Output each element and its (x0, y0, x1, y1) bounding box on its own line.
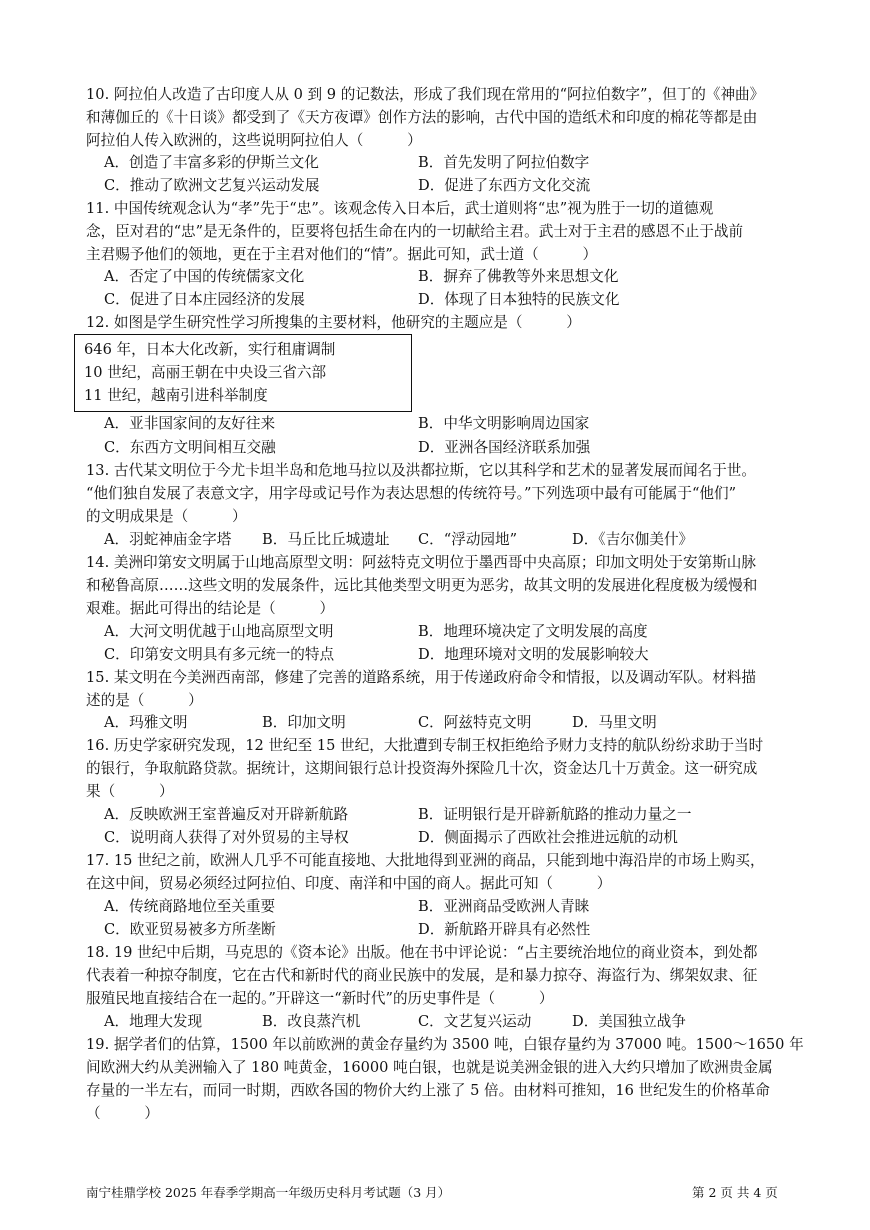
q13-option-d[interactable]: D．《吉尔伽美什》 (572, 531, 694, 548)
q16-option-d[interactable]: D．侧面揭示了西欧社会推进远航的动机 (418, 829, 678, 846)
q18-stem-line-1: 18. 19 世纪中后期，马克思的《资本论》出版。他在书中评论说：“占主要统治地位的商业资本，到处都 (86, 944, 758, 961)
q18-option-d[interactable]: D．美国独立战争 (572, 1013, 686, 1030)
q10-stem-line-3: 阿拉伯人传入欧洲的，这些说明阿拉伯人（ ） (86, 132, 422, 149)
q13-option-b[interactable]: B．马丘比丘城遗址 (262, 531, 390, 548)
q12-material-box (74, 334, 412, 412)
q17-stem-line-1: 17. 15 世纪之前，欧洲人几乎不可能直接地、大批地得到亚洲的商品，只能到地中海沿岸的市场上购买， (86, 852, 765, 869)
q12-material-line-3: 11 世纪，越南引进科举制度 (84, 387, 268, 404)
q18-option-b[interactable]: B．改良蒸汽机 (262, 1013, 361, 1030)
q16-option-c[interactable]: C．说明商人获得了对外贸易的主导权 (104, 829, 349, 846)
q11-option-a[interactable]: A．否定了中国的传统儒家文化 (104, 268, 305, 285)
q12-material-line-1: 646 年，日本大化改新，实行租庸调制 (84, 341, 336, 358)
q12-option-b[interactable]: B．中华文明影响周边国家 (418, 415, 590, 432)
q18-option-c[interactable]: C．文艺复兴运动 (418, 1013, 532, 1030)
q10-stem-line-1: 10. 阿拉伯人改造了古印度人从 0 到 9 的记数法，形成了我们现在常用的“阿拉伯数字”，但丁的《神曲》 (86, 86, 765, 103)
q19-stem-line-2: 间欧洲大约从美洲输入了 180 吨黄金，16000 吨白银，也就是说美洲金银的进入大约只增加了欧洲贵金属 (86, 1059, 773, 1076)
q15-option-b[interactable]: B．印加文明 (262, 714, 346, 731)
q15-option-c[interactable]: C．阿兹特克文明 (418, 714, 532, 731)
q15-option-a[interactable]: A．玛雅文明 (104, 714, 188, 731)
q11-option-b[interactable]: B．摒弃了佛教等外来思想文化 (418, 268, 619, 285)
q12-option-d[interactable]: D．亚洲各国经济联系加强 (418, 439, 591, 456)
q15-stem-line-1: 15. 某文明在今美洲西南部，修建了完善的道路系统，用于传递政府命令和情报，以及调动军队。材料描 (86, 669, 756, 686)
q10-stem-line-2: 和薄伽丘的《十日谈》都受到了《天方夜谭》创作方法的影响，古代中国的造纸术和印度的棉花等都是由 (86, 109, 758, 126)
q11-stem-line-3: 主君赐予他们的领地，更在于主君对他们的“情”。据此可知，武士道（ ） (86, 246, 598, 263)
q10-option-a[interactable]: A．创造了丰富多彩的伊斯兰文化 (104, 154, 319, 171)
q18-stem-line-2: 代表着一种掠夺制度，它在古代和新时代的商业民族中的发展，是和暴力掠夺、海盗行为、绑架奴隶、征 (86, 967, 758, 984)
q10-option-c[interactable]: C．推动了欧洲文艺复兴运动发展 (104, 177, 320, 194)
q16-stem-line-1: 16. 历史学家研究发现，12 世纪至 15 世纪，大批遭到专制王权拒绝给予财力支持的航队纷纷求助于当时 (86, 737, 764, 754)
q19-stem-line-1: 19. 据学者们的估算，1500 年以前欧洲的黄金存量约为 3500 吨，白银存量约为 37000 吨。1500～1650 年 (86, 1036, 804, 1053)
q12-stem-line-1: 12. 如图是学生研究性学习所搜集的主要材料，他研究的主题应是（ ） (86, 314, 581, 331)
q10-option-b[interactable]: B．首先发明了阿拉伯数字 (418, 154, 590, 171)
q17-option-c[interactable]: C．欧亚贸易被多方所垄断 (104, 921, 276, 938)
footer-exam-title: 南宁桂鼎学校 2025 年春季学期高一年级历史科月考试题（3 月） (86, 1185, 451, 1200)
q17-option-a[interactable]: A．传统商路地位至关重要 (104, 898, 276, 915)
q15-option-d[interactable]: D．马里文明 (572, 714, 657, 731)
q14-stem-line-2: 和秘鲁高原……这些文明的发展条件，远比其他类型文明更为恶劣，故其文明的发展进化程度极为缓慢和 (86, 577, 758, 594)
q11-option-c[interactable]: C．促进了日本庄园经济的发展 (104, 291, 305, 308)
q12-material-line-2: 10 世纪，高丽王朝在中央设三省六部 (84, 364, 327, 381)
footer-page-number: 第 2 页 共 4 页 (692, 1185, 778, 1200)
q11-stem-line-1: 11. 中国传统观念认为“孝”先于“忠”。该观念传入日本后，武士道则将“忠”视为胜于一切的道德观 (86, 200, 714, 217)
q18-option-a[interactable]: A．地理大发现 (104, 1013, 203, 1030)
q16-option-b[interactable]: B．证明银行是开辟新航路的推动力量之一 (418, 806, 692, 823)
q14-stem-line-3: 艰难。据此可得出的结论是（ ） (86, 600, 335, 617)
q16-option-a[interactable]: A．反映欧洲王室普遍反对开辟新航路 (104, 806, 349, 823)
q16-stem-line-3: 果（ ） (86, 783, 174, 800)
q10-option-d[interactable]: D．促进了东西方文化交流 (418, 177, 591, 194)
q13-stem-line-1: 13. 古代某文明位于今尤卡坦半岛和危地马拉以及洪都拉斯，它以其科学和艺术的显著发展而闻名于世。 (86, 462, 756, 479)
q14-stem-line-1: 14. 美洲印第安文明属于山地高原型文明：阿兹特克文明位于墨西哥中央高原；印加文明处于安第斯山脉 (86, 554, 756, 571)
q19-stem-line-3: 存量的一半左右，而同一时期，西欧各国的物价大约上涨了 5 倍。由材料可推知，16 世纪发生的价格革命 (86, 1082, 770, 1099)
q14-option-c[interactable]: C．印第安文明具有多元统一的特点 (104, 646, 335, 663)
q13-option-c[interactable]: C．“浮动园地” (418, 531, 518, 548)
q17-stem-line-2: 在这中间，贸易必须经过阿拉伯、印度、南洋和中国的商人。据此可知（ ） (86, 875, 612, 892)
q14-option-a[interactable]: A．大河文明优越于山地高原型文明 (104, 623, 334, 640)
q13-option-a[interactable]: A．羽蛇神庙金字塔 (104, 531, 232, 548)
q14-option-d[interactable]: D．地理环境对文明的发展影响较大 (418, 646, 649, 663)
q13-stem-line-2: “他们独自发展了表意文字，用字母或记号作为表达思想的传统符号。”下列选项中最有可能属于“他们” (86, 485, 737, 502)
q19-stem-line-4: （ ） (86, 1105, 159, 1122)
q11-option-d[interactable]: D．体现了日本独特的民族文化 (418, 291, 620, 308)
q13-stem-line-3: 的文明成果是（ ） (86, 508, 247, 525)
q15-stem-line-2: 述的是（ ） (86, 692, 203, 709)
q12-option-a[interactable]: A．亚非国家间的友好往来 (104, 415, 276, 432)
q14-option-b[interactable]: B．地理环境决定了文明发展的高度 (418, 623, 648, 640)
q11-stem-line-2: 念，臣对君的“忠”是无条件的，臣要将包括生命在内的一切献给主君。武士对于主君的感恩不止于战前 (86, 223, 744, 240)
q12-option-c[interactable]: C．东西方文明间相互交融 (104, 439, 276, 456)
q18-stem-line-3: 服殖民地直接结合在一起的。”开辟这一“新时代”的历史事件是（ ） (86, 990, 554, 1007)
q17-option-b[interactable]: B．亚洲商品受欧洲人青睐 (418, 898, 590, 915)
q16-stem-line-2: 的银行，争取航路贷款。据统计，这期间银行总计投资海外探险几十次，资金达几十万黄金。这一研究成 (86, 760, 758, 777)
q17-option-d[interactable]: D．新航路开辟具有必然性 (418, 921, 591, 938)
